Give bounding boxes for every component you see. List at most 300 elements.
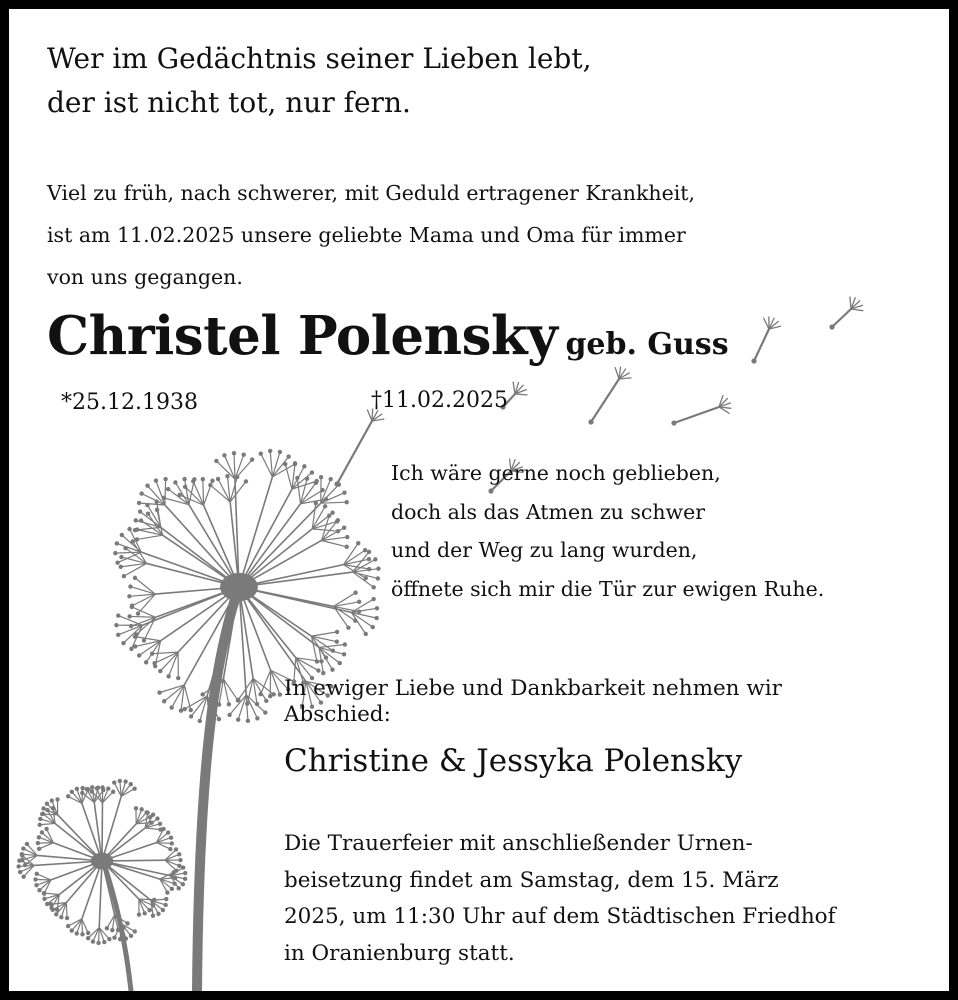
small-dandelion-pappus-tip <box>181 882 185 886</box>
small-dandelion-pappus-tip <box>49 906 53 910</box>
large-dandelion-pappus-tip <box>227 713 231 717</box>
large-dandelion-pappus <box>311 632 337 636</box>
small-dandelion-pappus-tip <box>40 812 44 816</box>
large-dandelion-pappus-tip <box>357 609 361 613</box>
large-dandelion-pappus-tip <box>116 613 120 617</box>
large-dandelion-pappus-tip <box>305 476 309 480</box>
small-dandelion-pappus-tip <box>156 912 160 916</box>
large-dandelion-pappus-tip <box>328 477 332 481</box>
large-dandelion-pappus-tip <box>163 477 167 481</box>
intro-line-3: von uns gegangen. <box>47 265 243 289</box>
small-dandelion-pappus-tip <box>37 847 41 851</box>
large-dandelion-pappus-tip <box>116 633 120 637</box>
large-dandelion-pappus-tip <box>327 513 331 517</box>
large-dandelion-pappus-tip <box>244 479 248 483</box>
small-dandelion-pappus-tip <box>45 902 49 906</box>
small-dandelion-pappus-tip <box>102 940 106 944</box>
large-dandelion-pappus <box>130 587 155 595</box>
small-dandelion-pappus-tip <box>20 852 24 856</box>
poem-line-4: öffnete sich mir die Tür zur ewigen Ruhe. <box>391 576 825 601</box>
large-dandelion-pappus <box>132 607 156 617</box>
large-dandelion-pappus-tip <box>335 639 339 643</box>
large-dandelion-pappus-tip <box>139 491 143 495</box>
small-dandelion-pappus <box>39 843 53 849</box>
large-dandelion-pappus-tip <box>183 485 187 489</box>
large-dandelion-pappus <box>130 616 156 617</box>
small-dandelion-pappus-tip <box>112 780 116 784</box>
large-dandelion-pappus-tip <box>356 541 360 545</box>
large-dandelion-seed <box>239 587 306 681</box>
large-dandelion-pappus-tip <box>162 496 166 500</box>
large-dandelion-pappus-tip <box>371 597 375 601</box>
large-dandelion-pappus <box>135 637 161 641</box>
flying-seed-base <box>588 419 593 424</box>
small-dandelion-pappus-tip <box>85 787 89 791</box>
large-dandelion-pappus-tip <box>169 705 173 709</box>
large-dandelion-pappus <box>164 685 184 701</box>
small-dandelion-pappus-tip <box>166 830 170 834</box>
large-dandelion-pappus <box>235 460 252 479</box>
large-dandelion-pappus-tip <box>133 576 137 580</box>
small-dandelion-pappus-tip <box>33 877 37 881</box>
large-dandelion-pappus-tip <box>145 484 149 488</box>
large-dandelion-pappus <box>138 594 155 613</box>
small-dandelion-pappus-tip <box>110 928 114 932</box>
large-dandelion-pappus-tip <box>271 692 275 696</box>
large-dandelion-pappus-tip <box>214 459 218 463</box>
large-dandelion-pappus-tip <box>120 533 124 537</box>
intro-text <box>47 172 695 298</box>
large-dandelion-pappus-tip <box>127 614 131 618</box>
small-dandelion-pappus-tip <box>183 877 187 881</box>
large-dandelion-pappus-tip <box>374 616 378 620</box>
small-dandelion-pappus-tip <box>20 858 24 862</box>
large-dandelion-pappus-tip <box>189 714 193 718</box>
large-dandelion-pappus-tip <box>367 550 371 554</box>
large-dandelion-pappus-tip <box>119 565 123 569</box>
large-dandelion-pappus-tip <box>278 692 282 696</box>
large-dandelion-pappus-tip <box>129 624 133 628</box>
small-dandelion-pappus-tip <box>21 846 25 850</box>
large-dandelion-pappus-tip <box>323 504 327 508</box>
large-dandelion-pappus-tip <box>157 690 161 694</box>
large-dandelion-pappus-tip <box>127 527 131 531</box>
large-dandelion-pappus-tip <box>122 574 126 578</box>
large-dandelion-pappus-tip <box>338 661 342 665</box>
motto-line-2: der ist nicht tot, nur fern. <box>47 86 411 119</box>
large-dandelion-pappus-tip <box>177 493 181 497</box>
flying-seed-pappus <box>764 318 769 329</box>
large-dandelion-pappus <box>296 658 312 678</box>
large-dandelion-pappus-tip <box>137 501 141 505</box>
small-dandelion-pappus-tip <box>118 779 122 783</box>
large-dandelion-pappus-tip <box>283 462 287 466</box>
small-dandelion-pappus-tip <box>137 912 141 916</box>
small-dandelion-pappus-tip <box>105 926 109 930</box>
large-dandelion-pappus-tip <box>166 487 170 491</box>
large-dandelion-pappus-tip <box>314 481 318 485</box>
large-dandelion-pappus-tip <box>319 475 323 479</box>
small-dandelion-pappus-tip <box>112 935 116 939</box>
small-dandelion-pappus-tip <box>55 908 59 912</box>
large-dandelion-pappus-tip <box>302 464 306 468</box>
flying-seed <box>674 407 719 423</box>
flying-seed-base <box>751 358 756 363</box>
small-dandelion-pappus-tip <box>42 892 46 896</box>
large-dandelion-pappus-tip <box>342 490 346 494</box>
small-dandelion-pappus-tip <box>95 786 99 790</box>
small-dandelion-pappus-tip <box>158 822 162 826</box>
small-dandelion-pappus-tip <box>151 813 155 817</box>
small-dandelion-pappus-tip <box>90 785 94 789</box>
funeral-line-4: in Oranienburg statt. <box>284 940 515 966</box>
large-dandelion-pappus <box>322 540 347 546</box>
flying-seed-pappus <box>851 309 863 311</box>
large-dandelion-pappus <box>115 552 141 553</box>
small-dandelion-pappus <box>27 844 37 856</box>
large-dandelion-pappus-tip <box>353 590 357 594</box>
large-dandelion-pappus-tip <box>217 717 221 721</box>
flying-seed <box>591 379 619 422</box>
large-dandelion-pappus-tip <box>330 511 334 515</box>
large-dandelion-pappus-tip <box>241 452 245 456</box>
small-dandelion-pappus-tip <box>75 787 79 791</box>
large-dandelion-pappus-tip <box>344 500 348 504</box>
farewell-line-2: Abschied: <box>284 702 391 727</box>
large-dandelion-pappus-tip <box>133 528 137 532</box>
small-dandelion-pappus-tip <box>106 786 110 790</box>
large-dandelion-pappus-tip <box>342 526 346 530</box>
large-dandelion-pappus-tip <box>321 671 325 675</box>
small-dandelion-pappus-tip <box>23 863 27 867</box>
large-dandelion-pappus-tip <box>162 699 166 703</box>
small-dandelion-pappus-tip <box>54 912 58 916</box>
small-dandelion-pappus-tip <box>42 897 46 901</box>
large-dandelion-pappus-tip <box>342 652 346 656</box>
small-dandelion-pappus-tip <box>116 928 120 932</box>
large-dandelion-pappus-tip <box>134 632 138 636</box>
small-dandelion-pappus-tip <box>65 916 69 920</box>
small-dandelion-pappus-tip <box>165 890 169 894</box>
small-dandelion-pappus-tip <box>174 847 178 851</box>
large-dandelion-pappus-tip <box>130 604 134 608</box>
small-dandelion-pappus <box>145 828 160 830</box>
large-dandelion-pappus-tip <box>189 708 193 712</box>
small-dandelion-pappus <box>102 792 113 803</box>
large-dandelion-pappus-tip <box>314 501 318 505</box>
large-dandelion-pappus-tip <box>346 626 350 630</box>
small-dandelion-pappus-tip <box>86 931 90 935</box>
large-dandelion-pappus-tip <box>142 638 146 642</box>
large-dandelion-pappus-tip <box>115 541 119 545</box>
small-dandelion-pappus-tip <box>139 807 143 811</box>
poem-line-1: Ich wäre gerne noch geblieben, <box>391 461 721 485</box>
small-dandelion-pappus-tip <box>66 924 70 928</box>
small-dandelion-pappus <box>37 874 51 880</box>
large-dandelion-pappus-tip <box>371 625 375 629</box>
large-dandelion-pappus-tip <box>198 719 202 723</box>
large-dandelion-pappus-tip <box>345 545 349 549</box>
small-dandelion-pappus-tip <box>86 936 90 940</box>
large-dandelion-pappus <box>184 685 190 710</box>
small-dandelion-pappus-tip <box>107 937 111 941</box>
funeral-line-3: 2025, um 11:30 Uhr auf dem Städtischen Friedhof <box>284 904 836 929</box>
small-dandelion-pappus-tip <box>34 883 38 887</box>
large-dandelion-pappus-tip <box>310 470 314 474</box>
small-dandelion-pappus-tip <box>37 888 41 892</box>
large-dandelion-pappus-tip <box>158 669 162 673</box>
large-dandelion-pappus <box>123 625 142 643</box>
large-dandelion-pappus-tip <box>376 566 380 570</box>
small-dandelion-pappus <box>165 854 179 860</box>
large-dandelion-pappus-tip <box>376 576 380 580</box>
motto-quote <box>47 37 591 125</box>
flying-seed <box>754 329 769 361</box>
large-dandelion-pappus-tip <box>227 702 231 706</box>
small-dandelion-pappus-tip <box>55 797 59 801</box>
birth-name: geb. Guss <box>565 327 729 362</box>
large-dandelion-pappus <box>135 578 155 594</box>
large-dandelion-pappus-tip <box>182 477 186 481</box>
small-dandelion-pappus-tip <box>50 798 54 802</box>
large-dandelion-pappus-tip <box>357 600 361 604</box>
small-dandelion-pappus-tip <box>70 928 74 932</box>
small-dandelion-pappus-tip <box>145 811 149 815</box>
large-dandelion-pappus-tip <box>293 461 297 465</box>
small-dandelion-pappus-tip <box>170 841 174 845</box>
large-dandelion-pappus-tip <box>115 560 119 564</box>
large-dandelion-pappus <box>137 535 163 539</box>
large-dandelion-pappus-tip <box>138 509 142 513</box>
small-dandelion-pappus-tip <box>91 939 95 943</box>
funeral-notice <box>284 826 836 972</box>
small-dandelion-pappus-tip <box>161 827 165 831</box>
small-dandelion-pappus-tip <box>80 786 84 790</box>
large-dandelion-pappus <box>234 453 235 479</box>
large-dandelion-pappus-tip <box>364 632 368 636</box>
large-dandelion-pappus-tip <box>129 647 133 651</box>
large-dandelion-pappus <box>210 485 230 502</box>
large-dandelion-pappus-tip <box>179 708 183 712</box>
small-dandelion-pappus <box>82 919 83 934</box>
intro-line-2: ist am 11.02.2025 unsere geliebte Mama und Oma für immer <box>47 223 686 247</box>
poem-line-2: doch als das Atmen zu schwer <box>391 499 706 524</box>
small-dandelion-pappus-tip <box>118 937 122 941</box>
small-dandelion-pappus-tip <box>80 932 84 936</box>
large-dandelion-pappus-tip <box>210 479 214 483</box>
large-dandelion-pappus-tip <box>207 720 211 724</box>
small-dandelion-pappus-tip <box>123 779 127 783</box>
large-dandelion-pappus-tip <box>236 698 240 702</box>
small-dandelion-pappus-tip <box>142 911 146 915</box>
small-dandelion-pappus-tip <box>169 835 173 839</box>
small-dandelion-pappus-tip <box>124 936 128 940</box>
large-dandelion-pappus-tip <box>264 699 268 703</box>
large-dandelion-pappus-tip <box>236 717 240 721</box>
small-dandelion-pappus-tip <box>132 786 136 790</box>
small-dandelion-pappus-tip <box>80 791 84 795</box>
small-dandelion-pappus-tip <box>174 868 178 872</box>
large-dandelion-pappus-tip <box>330 667 334 671</box>
flying-seed-pappus <box>513 382 515 394</box>
small-dandelion-pappus-tip <box>44 827 48 831</box>
birth-date: *25.12.1938 <box>61 390 198 415</box>
large-dandelion-pappus-tip <box>353 618 357 622</box>
small-dandelion-pappus-tip <box>183 871 187 875</box>
large-dandelion-pappus <box>136 617 155 634</box>
small-dandelion-pappus-tip <box>40 830 44 834</box>
large-dandelion-stem <box>197 587 239 991</box>
large-dandelion-pappus <box>321 502 347 503</box>
flying-seed-base <box>829 324 834 329</box>
small-dandelion-pappus-tip <box>35 872 39 876</box>
large-dandelion-pappus-tip <box>250 457 254 461</box>
large-dandelion-pappus-tip <box>367 557 371 561</box>
large-dandelion-pappus-tip <box>246 719 250 723</box>
large-dandelion-pappus-tip <box>135 537 139 541</box>
small-dandelion-pappus-tip <box>151 903 155 907</box>
large-dandelion-pappus-tip <box>166 674 170 678</box>
flying-seed <box>832 309 851 327</box>
large-dandelion-pappus-tip <box>144 660 148 664</box>
large-dandelion-core <box>220 573 258 601</box>
large-dandelion-pappus <box>319 645 345 648</box>
large-dandelion-pappus-tip <box>136 611 140 615</box>
small-dandelion-pappus-tip <box>181 865 185 869</box>
small-dandelion-pappus-tip <box>168 847 172 851</box>
deceased-name-row <box>47 305 729 367</box>
large-dandelion-pappus-tip <box>153 664 157 668</box>
funeral-line-2: beisetzung findet am Samstag, dem 15. März <box>284 867 779 893</box>
small-dandelion-pappus-tip <box>129 782 133 786</box>
large-dandelion-pappus-tip <box>127 594 131 598</box>
small-dandelion-pappus-tip <box>155 816 159 820</box>
large-dandelion-pappus-tip <box>316 668 320 672</box>
small-dandelion-pappus-tip <box>129 934 133 938</box>
small-dandelion-pappus-tip <box>170 887 174 891</box>
small-dandelion-pappus-tip <box>134 806 138 810</box>
small-dandelion-pappus <box>40 823 55 824</box>
motto-line-1: Wer im Gedächtnis seiner Lieben lebt, <box>47 42 592 75</box>
large-dandelion-pappus-tip <box>208 483 212 487</box>
small-dandelion-pappus-tip <box>38 823 42 827</box>
large-dandelion-pappus-tip <box>259 451 263 455</box>
large-dandelion-pappus-tip <box>119 555 123 559</box>
large-dandelion-pappus-tip <box>373 557 377 561</box>
small-dandelion-pappus-tip <box>178 858 182 862</box>
small-dandelion-pappus-tip <box>25 842 29 846</box>
large-dandelion-pappus-tip <box>128 584 132 588</box>
large-dandelion-pappus-tip <box>336 518 340 522</box>
large-dandelion-pappus-tip <box>114 623 118 627</box>
large-dandelion-pappus-tip <box>255 716 259 720</box>
large-dandelion-pappus-tip <box>137 653 141 657</box>
large-dandelion-pappus-tip <box>222 453 226 457</box>
large-dandelion-pappus <box>165 479 166 505</box>
small-dandelion-pappus-tip <box>177 864 181 868</box>
large-dandelion-pappus-tip <box>146 511 150 515</box>
large-dandelion-pappus-tip <box>268 449 272 453</box>
large-dandelion-pappus <box>203 479 204 505</box>
small-dandelion-pappus-tip <box>59 915 63 919</box>
small-dandelion-pappus-tip <box>96 941 100 945</box>
large-dandelion-pappus-tip <box>363 548 367 552</box>
large-dandelion-pappus-tip <box>232 451 236 455</box>
small-dandelion-pappus <box>66 903 67 918</box>
flying-seed-pappus <box>850 297 851 309</box>
small-dandelion-pappus-tip <box>172 881 176 885</box>
large-dandelion-pappus <box>160 652 178 671</box>
small-dandelion-pappus-tip <box>36 841 40 845</box>
deceased-name: Christel Polensky <box>47 305 558 367</box>
small-dandelion-pappus-tip <box>164 897 168 901</box>
small-dandelion-core <box>91 853 113 870</box>
large-dandelion-pappus-tip <box>134 518 138 522</box>
flying-seed-pappus <box>615 368 619 379</box>
large-dandelion-pappus-tip <box>295 476 299 480</box>
small-dandelion-pappus-tip <box>177 886 181 890</box>
small-dandelion-pappus-tip <box>133 929 137 933</box>
large-dandelion-seed <box>165 505 239 587</box>
large-dandelion-pappus-tip <box>217 702 221 706</box>
funeral-line-1: Die Trauerfeier mit anschließender Urnen- <box>284 831 753 856</box>
large-dandelion-pappus-tip <box>371 585 375 589</box>
poem <box>391 454 824 608</box>
small-dandelion-pappus-tip <box>41 806 45 810</box>
large-dandelion-pappus-tip <box>278 450 282 454</box>
large-dandelion-pappus <box>292 473 312 490</box>
large-dandelion-pappus-tip <box>319 659 323 663</box>
small-dandelion-pappus-tip <box>161 908 165 912</box>
small-dandelion-pappus-tip <box>111 790 115 794</box>
large-dandelion-pappus-tip <box>345 535 349 539</box>
large-dandelion-pappus <box>235 455 244 479</box>
large-dandelion-pappus-tip <box>263 710 267 714</box>
small-dandelion-pappus-tip <box>177 852 181 856</box>
small-dandelion-pappus-tip <box>37 835 41 839</box>
family-names: Christine & Jessyka Polensky <box>284 743 743 779</box>
small-dandelion-pappus-tip <box>121 925 125 929</box>
small-dandelion-pappus-tip <box>38 817 42 821</box>
small-dandelion-pappus-tip <box>147 908 151 912</box>
small-dandelion-pappus-tip <box>75 931 79 935</box>
flying-seed <box>337 421 372 484</box>
small-dandelion-seed <box>58 815 102 861</box>
farewell-line-1: In ewiger Liebe und Dankbarkeit nehmen wir <box>284 676 782 701</box>
small-dandelion-pappus-tip <box>18 870 22 874</box>
small-dandelion-seed <box>99 861 102 928</box>
flying-seed-base <box>334 481 339 486</box>
large-dandelion-pappus-tip <box>201 477 205 481</box>
large-dandelion-pappus-tip <box>176 676 180 680</box>
large-dandelion-pappus-tip <box>225 474 229 478</box>
large-dandelion-pappus-tip <box>343 642 347 646</box>
small-dandelion-pappus-tip <box>17 864 21 868</box>
farewell-text <box>284 676 782 728</box>
small-dandelion-pappus-tip <box>125 921 129 925</box>
large-dandelion-pappus <box>321 485 339 504</box>
large-dandelion-pappus-tip <box>286 454 290 458</box>
small-dandelion-pappus-tip <box>90 789 94 793</box>
intro-line-1: Viel zu früh, nach schwerer, mit Geduld ertragener Krankheit, <box>47 181 696 205</box>
large-dandelion-pappus-tip <box>113 551 117 555</box>
large-dandelion-pappus-tip <box>173 480 177 484</box>
small-dandelion-pappus-tip <box>151 913 155 917</box>
small-dandelion-pappus-tip <box>45 802 49 806</box>
large-dandelion-pappus-tip <box>200 692 204 696</box>
large-dandelion-pappus-tip <box>191 479 195 483</box>
death-date: †11.02.2025 <box>371 388 508 413</box>
